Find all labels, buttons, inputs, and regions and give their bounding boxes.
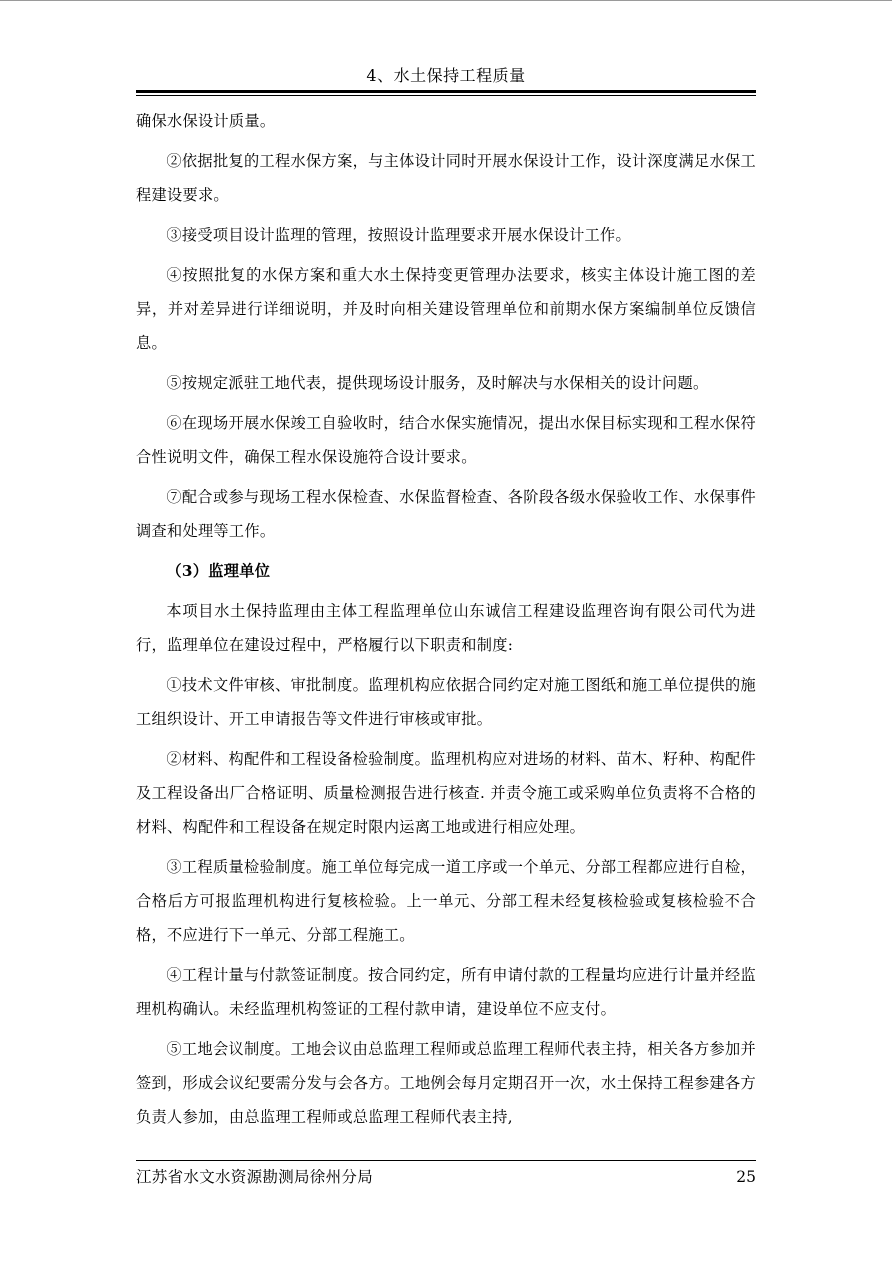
- running-header-title: 4、水土保持工程质量: [366, 66, 526, 85]
- body-text: [136, 104, 756, 1140]
- paragraph-supervision-intro: 本项目水土保持监理由主体工程监理单位山东诚信工程建设监理咨询有限公司代为进行，监理单位在建设过程中，严格履行以下职责和制度:: [136, 602, 756, 654]
- paragraph-design-item-2: ②依据批复的工程水保方案，与主体设计同时开展水保设计工作，设计深度满足水保工程建设要求。: [136, 152, 756, 204]
- section-heading-supervision: （3）监理单位: [166, 562, 271, 580]
- paragraph-supervision-item-3: ③工程质量检验制度。施工单位每完成一道工序或一个单元、分部工程都应进行自检，合格后方可报监理机构进行复核检验。上一单元、分部工程未经复核检验或复核检验不合格，不应进行下一单元、分部工程施工。: [136, 858, 756, 944]
- page-top-edge: [0, 0, 892, 1]
- paragraph-continuation: 确保水保设计质量。: [136, 112, 276, 130]
- paragraph-supervision-item-5: ⑤工地会议制度。工地会议由总监理工程师或总监理工程师代表主持，相关各方参加并签到，形成会议纪要需分发与会各方。工地例会每月定期召开一次，水土保持工程参建各方负责人参加，由总监理工程师或总监理工程师代表主持,: [136, 1040, 756, 1126]
- paragraph-supervision-item-4: ④工程计量与付款签证制度。按合同约定，所有申请付款的工程量均应进行计量并经监理机构确认。未经监理机构签证的工程付款申请，建设单位不应支付。: [136, 966, 756, 1018]
- page-number: 25: [736, 1168, 756, 1186]
- footer-rule: [136, 1160, 756, 1161]
- paragraph-design-item-5: ⑤按规定派驻工地代表，提供现场设计服务，及时解决与水保相关的设计问题。: [166, 374, 709, 392]
- paragraph-supervision-item-1: ①技术文件审核、审批制度。监理机构应依据合同约定对施工图纸和施工单位提供的施工组织设计、开工申请报告等文件进行审核或审批。: [136, 676, 756, 728]
- header-rule-thin: [136, 95, 756, 96]
- paragraph-design-item-6: ⑥在现场开展水保竣工自验收时，结合水保实施情况，提出水保目标实现和工程水保符合性说明文件，确保工程水保设施符合设计要求。: [136, 414, 756, 466]
- paragraph-design-item-4: ④按照批复的水保方案和重大水土保持变更管理办法要求，核实主体设计施工图的差异，并对差异进行详细说明，并及时向相关建设管理单位和前期水保方案编制单位反馈信息。: [136, 266, 756, 352]
- paragraph-design-item-7: ⑦配合或参与现场工程水保检查、水保监督检查、各阶段各级水保验收工作、水保事件调查和处理等工作。: [136, 488, 756, 540]
- header-rule-thick: [136, 90, 756, 93]
- paragraph-supervision-item-2: ②材料、构配件和工程设备检验制度。监理机构应对进场的材料、苗木、籽种、构配件及工程设备出厂合格证明、质量检测报告进行核查. 并责令施工或采购单位负责将不合格的材料、构配件和工程设备在规定时限内运离工地或进行相应处理。: [136, 750, 756, 836]
- paragraph-design-item-3: ③接受项目设计监理的管理，按照设计监理要求开展水保设计工作。: [166, 226, 632, 244]
- footer-organization: 江苏省水文水资源勘测局徐州分局: [136, 1168, 374, 1186]
